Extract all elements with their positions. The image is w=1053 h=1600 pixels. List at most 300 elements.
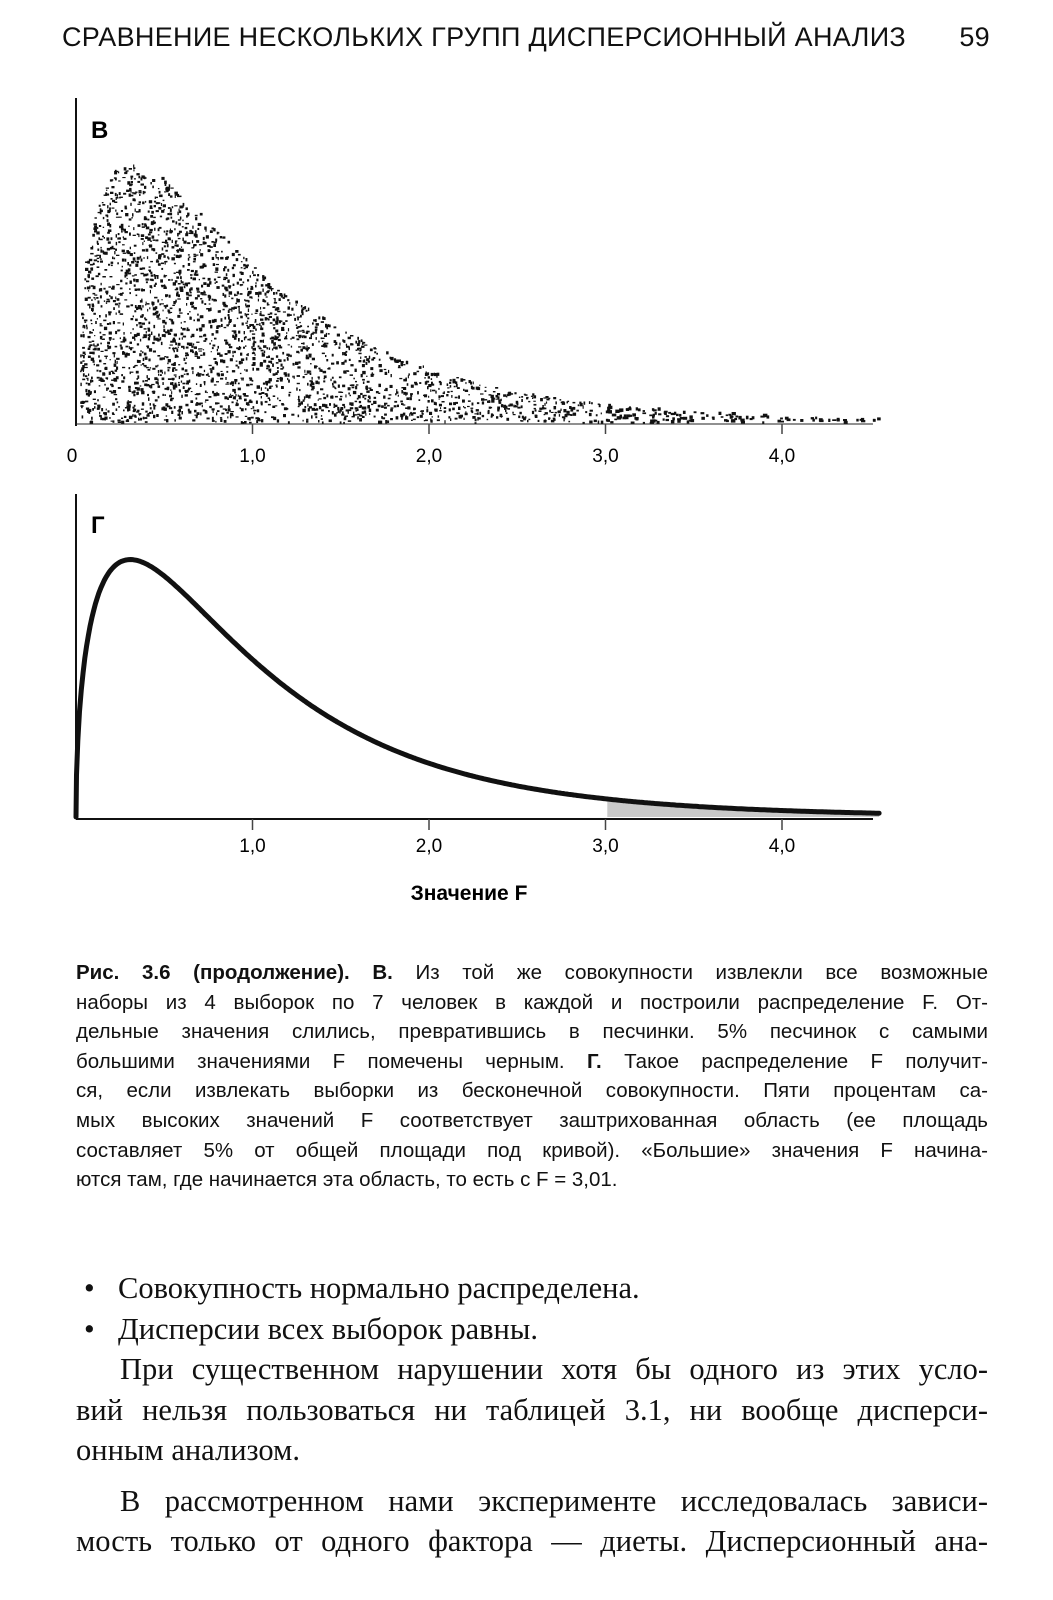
sand-grain xyxy=(133,409,136,412)
sand-grain xyxy=(341,392,344,393)
sand-grain xyxy=(362,411,365,414)
sand-grain xyxy=(391,374,392,377)
sand-grain xyxy=(273,347,275,349)
sand-grain xyxy=(94,406,96,409)
sand-grain xyxy=(131,318,134,320)
sand-grain xyxy=(491,397,494,400)
sand-grain xyxy=(302,409,305,413)
sand-grain xyxy=(177,315,180,318)
sand-grain xyxy=(147,303,150,305)
sand-grain xyxy=(80,334,83,337)
sand-grain xyxy=(178,384,180,386)
sand-grain xyxy=(360,357,361,359)
sand-grain xyxy=(174,228,175,230)
sand-grain xyxy=(170,382,173,385)
sand-grain xyxy=(563,409,566,412)
sand-grain xyxy=(201,300,203,303)
sand-grain xyxy=(88,297,91,299)
sand-grain xyxy=(614,419,617,421)
sand-grain xyxy=(343,371,346,374)
sand-grain xyxy=(148,384,150,386)
sand-grain xyxy=(311,415,313,418)
sand-grain xyxy=(360,348,361,351)
sand-grain xyxy=(401,403,404,405)
sand-grain xyxy=(309,337,312,339)
sand-grain xyxy=(275,308,279,310)
sand-grain xyxy=(153,404,155,406)
sand-grain xyxy=(342,411,344,414)
sand-grain xyxy=(113,390,116,394)
sand-grain xyxy=(97,348,100,351)
sand-grain xyxy=(273,345,274,347)
sand-grain xyxy=(335,342,337,345)
sand-grain xyxy=(203,241,206,244)
sand-grain xyxy=(140,316,143,318)
sand-grain xyxy=(149,348,152,352)
sand-grain xyxy=(282,352,284,355)
sand-grain xyxy=(90,268,91,269)
sand-grain xyxy=(102,202,104,203)
sand-grain xyxy=(652,415,655,418)
sand-grain xyxy=(295,362,298,365)
sand-grain xyxy=(163,310,164,312)
sand-grain xyxy=(263,299,265,301)
sand-grain xyxy=(261,392,264,394)
sand-grain xyxy=(163,329,165,332)
sand-grain xyxy=(178,219,181,220)
sand-grain xyxy=(209,343,211,345)
sand-grain xyxy=(172,305,175,306)
sand-grain xyxy=(138,305,142,308)
sand-grain xyxy=(227,398,229,401)
sand-grain xyxy=(419,366,422,369)
sand-grain xyxy=(80,354,81,357)
sand-grain xyxy=(108,264,110,266)
sand-grain xyxy=(281,327,284,330)
sand-grain xyxy=(232,385,234,386)
sand-grain xyxy=(88,336,91,338)
sand-grain xyxy=(141,391,144,394)
sand-grain xyxy=(164,191,166,192)
sand-grain xyxy=(146,249,149,252)
sand-grain xyxy=(149,244,152,247)
sand-grain xyxy=(210,370,212,373)
sand-grain xyxy=(371,359,374,361)
sand-grain xyxy=(236,258,239,261)
sand-grain xyxy=(147,309,148,312)
sand-grain xyxy=(355,381,357,382)
sand-grain xyxy=(275,347,278,350)
sand-grain xyxy=(307,404,308,407)
sand-grain xyxy=(359,418,362,421)
sand-grain xyxy=(248,292,251,294)
sand-grain xyxy=(150,261,153,262)
sand-grain xyxy=(103,334,106,335)
sand-grain xyxy=(491,400,494,403)
sand-grain xyxy=(528,419,530,420)
sand-grain xyxy=(265,401,268,403)
sand-grain xyxy=(683,417,687,420)
sand-grain xyxy=(98,301,100,304)
sand-grain xyxy=(253,406,255,409)
sand-grain xyxy=(185,362,187,364)
sand-grain xyxy=(236,361,238,362)
sand-grain xyxy=(99,225,101,227)
sand-grain xyxy=(139,415,140,416)
sand-grain xyxy=(449,403,452,406)
sand-grain xyxy=(257,274,259,276)
sand-grain xyxy=(218,310,221,313)
sand-grain xyxy=(359,401,361,403)
sand-grain xyxy=(507,394,510,396)
sand-grain xyxy=(465,411,466,414)
sand-grain xyxy=(124,167,127,170)
sand-grain xyxy=(171,364,173,366)
sand-grain xyxy=(221,371,223,372)
sand-grain xyxy=(189,256,191,258)
sand-grain xyxy=(106,237,109,240)
sand-grain xyxy=(113,307,115,310)
sand-grain xyxy=(236,347,239,349)
sand-grain xyxy=(91,323,93,324)
sand-grain xyxy=(186,347,189,349)
sand-grain xyxy=(495,387,498,389)
sand-grain xyxy=(169,239,171,241)
sand-grain xyxy=(282,404,285,406)
sand-grain xyxy=(133,167,135,169)
sand-grain xyxy=(110,359,111,360)
sand-grain xyxy=(191,270,194,272)
sand-grain xyxy=(169,407,172,409)
sand-grain xyxy=(233,284,235,286)
sand-grain xyxy=(118,241,120,243)
caption-line: Рис. 3.6 (продолжение). В. Из той же совокупности извлекли все возможные xyxy=(76,961,988,984)
sand-grain xyxy=(357,409,359,412)
sand-grain xyxy=(856,419,858,422)
sand-grain xyxy=(100,239,103,241)
sand-grain xyxy=(141,299,142,302)
sand-grain xyxy=(706,414,708,417)
sand-grain xyxy=(712,417,715,419)
sand-grain xyxy=(368,388,371,389)
sand-grain xyxy=(428,376,430,379)
sand-grain xyxy=(251,346,253,349)
sand-grain xyxy=(170,345,173,346)
sand-grain xyxy=(85,261,88,263)
sand-grain xyxy=(120,288,123,290)
sand-grain xyxy=(179,206,182,209)
sand-grain xyxy=(197,291,200,293)
sand-grain xyxy=(361,374,363,377)
sand-grain xyxy=(339,343,340,346)
sand-grain xyxy=(148,234,151,236)
sand-grain xyxy=(152,236,155,239)
page-number: 59 xyxy=(959,22,990,52)
sand-grain xyxy=(109,207,111,209)
sand-grain xyxy=(350,385,353,386)
sand-grain xyxy=(159,191,161,194)
sand-grain xyxy=(136,371,139,374)
sand-grain xyxy=(100,259,102,260)
sand-grain xyxy=(226,366,229,367)
sand-grain xyxy=(352,416,355,417)
sand-grain xyxy=(460,378,463,382)
sand-grain xyxy=(358,353,361,355)
sand-grain xyxy=(133,257,136,260)
sand-grain xyxy=(231,310,233,311)
sand-grain xyxy=(115,360,116,364)
sand-grain xyxy=(225,342,228,345)
sand-grain xyxy=(421,410,424,412)
sand-grain xyxy=(456,377,459,378)
sand-grain xyxy=(408,373,410,375)
sand-grain xyxy=(357,343,360,346)
sand-grain xyxy=(178,382,180,384)
sand-grain xyxy=(164,231,166,233)
sand-grain xyxy=(176,272,179,273)
sand-grain xyxy=(184,321,186,322)
sand-grain xyxy=(115,303,118,305)
sand-grain xyxy=(303,342,305,344)
sand-grain xyxy=(400,414,403,417)
sand-grain xyxy=(325,355,326,357)
sand-grain xyxy=(118,310,120,313)
sand-grain xyxy=(228,408,231,411)
sand-grain xyxy=(427,372,429,375)
sand-grain xyxy=(456,412,459,413)
sand-grain xyxy=(234,351,236,353)
sand-grain xyxy=(312,322,314,324)
sand-grain xyxy=(118,233,120,235)
sand-grain xyxy=(485,387,487,388)
sand-grain xyxy=(142,323,145,325)
sand-grain xyxy=(200,412,201,415)
sand-grain xyxy=(109,372,111,375)
sand-grain xyxy=(151,287,153,289)
sand-grain xyxy=(169,347,171,349)
sand-grain xyxy=(281,364,283,367)
sand-grain xyxy=(560,399,562,401)
sand-grain xyxy=(607,407,609,410)
sand-grain xyxy=(287,299,289,301)
sand-grain xyxy=(174,254,176,255)
sand-grain xyxy=(479,412,481,415)
sand-grain xyxy=(270,322,273,324)
sand-grain xyxy=(213,244,216,247)
sand-grain xyxy=(86,408,89,410)
sand-grain xyxy=(309,354,312,356)
sand-grain xyxy=(246,369,248,371)
sand-grain xyxy=(318,377,319,379)
sand-grain xyxy=(369,413,370,415)
sand-grain xyxy=(293,363,295,366)
sand-grain xyxy=(215,272,218,273)
sand-grain xyxy=(101,305,103,307)
sand-grain xyxy=(136,261,139,264)
sand-grain xyxy=(298,346,301,347)
sand-grain xyxy=(277,290,280,292)
sand-grain xyxy=(336,412,338,413)
sand-grain xyxy=(118,406,120,407)
sand-grain xyxy=(320,388,323,390)
sand-grain xyxy=(458,395,460,398)
sand-grain xyxy=(109,417,110,419)
sand-grain xyxy=(275,330,278,333)
sand-grain xyxy=(152,411,153,414)
sand-grain xyxy=(169,295,171,298)
sand-grain xyxy=(142,223,144,225)
sand-grain xyxy=(308,408,310,411)
sand-grain xyxy=(253,326,256,329)
sand-grain xyxy=(184,286,186,289)
sand-grain xyxy=(555,401,557,404)
sand-grain xyxy=(687,420,690,423)
sand-grain xyxy=(237,400,238,402)
sand-grain xyxy=(204,294,207,295)
sand-grain xyxy=(164,245,166,247)
sand-grain xyxy=(538,410,541,412)
sand-grain xyxy=(107,345,109,347)
sand-grain xyxy=(306,310,308,312)
sand-grain xyxy=(251,417,254,419)
sand-grain xyxy=(255,282,256,284)
sand-grain xyxy=(315,329,317,332)
sand-grain xyxy=(266,356,269,358)
x-tick-label: 4,0 xyxy=(768,446,796,467)
sand-grain xyxy=(185,394,188,396)
sand-grain xyxy=(116,313,117,315)
sand-grain xyxy=(334,413,337,416)
sand-grain xyxy=(500,414,503,416)
sand-grain xyxy=(310,372,312,375)
sand-grain xyxy=(143,334,146,335)
sand-grain xyxy=(257,409,259,412)
sand-grain xyxy=(118,305,119,308)
sand-grain xyxy=(374,351,376,353)
sand-grain xyxy=(143,257,145,258)
sand-grain xyxy=(147,273,149,275)
sand-grain xyxy=(261,284,264,287)
sand-grain xyxy=(224,327,227,328)
sand-grain xyxy=(298,400,300,403)
sand-grain xyxy=(111,371,114,372)
sand-grain xyxy=(136,411,139,413)
sand-grain xyxy=(455,402,458,404)
sand-grain xyxy=(449,408,451,411)
sand-grain xyxy=(93,286,94,287)
sand-grain xyxy=(455,397,458,399)
sand-grain xyxy=(269,347,270,350)
sand-grain xyxy=(160,370,163,373)
sand-grain xyxy=(297,383,300,384)
sand-grain xyxy=(348,411,349,414)
sand-grain xyxy=(206,235,209,238)
sand-grain xyxy=(424,394,427,397)
sand-grain xyxy=(225,353,228,355)
sand-grain xyxy=(86,281,89,283)
sand-grain xyxy=(228,310,230,313)
sand-grain xyxy=(208,373,209,375)
sand-grain xyxy=(154,297,157,299)
sand-grain xyxy=(131,176,133,180)
sand-grain xyxy=(245,408,247,410)
sand-grain xyxy=(186,380,189,383)
sand-grain xyxy=(472,416,475,419)
sand-grain xyxy=(269,316,272,318)
sand-grain xyxy=(666,419,670,421)
sand-grain xyxy=(312,377,313,380)
sand-grain xyxy=(179,272,181,275)
sand-grain xyxy=(120,313,124,315)
sand-grain xyxy=(120,347,122,350)
sand-grain xyxy=(237,282,239,285)
sand-grain xyxy=(689,415,692,419)
sand-grain xyxy=(244,369,245,370)
sand-grain xyxy=(92,234,95,237)
sand-grain xyxy=(545,396,548,398)
sand-grain xyxy=(121,230,123,233)
sand-grain xyxy=(364,398,366,400)
sand-grain xyxy=(272,306,275,308)
sand-grain xyxy=(177,194,179,197)
sand-grain xyxy=(83,332,84,334)
sand-grain xyxy=(560,409,561,411)
sand-grain xyxy=(208,278,211,281)
sand-grain xyxy=(310,355,312,357)
sand-grain xyxy=(235,303,237,304)
sand-grain xyxy=(432,390,435,392)
sand-grain xyxy=(233,274,235,277)
sand-grain xyxy=(94,348,97,351)
sand-grain xyxy=(166,317,168,318)
sand-grain xyxy=(240,373,242,374)
sand-grain xyxy=(171,391,172,394)
sand-grain xyxy=(197,412,200,415)
sand-grain xyxy=(357,348,359,351)
sand-grain xyxy=(138,288,141,290)
sand-grain xyxy=(202,266,204,269)
sand-grain xyxy=(293,314,294,316)
sand-grain xyxy=(170,188,173,189)
sand-grain xyxy=(110,203,111,205)
sand-grain xyxy=(316,337,317,340)
sand-grain xyxy=(233,324,236,327)
sand-grain xyxy=(298,415,300,418)
sand-grain xyxy=(132,275,135,276)
sand-grain xyxy=(167,367,170,369)
sand-grain xyxy=(270,312,273,314)
sand-grain xyxy=(306,348,308,351)
sand-grain xyxy=(296,327,298,329)
sand-grain xyxy=(104,327,107,330)
sand-grain xyxy=(652,408,654,411)
sand-grain xyxy=(253,341,255,344)
sand-grain xyxy=(158,374,159,376)
sand-grain xyxy=(139,194,141,196)
sand-grain xyxy=(163,255,165,258)
sand-grain xyxy=(160,216,162,218)
sand-grain xyxy=(82,317,84,319)
sand-grain xyxy=(105,314,107,317)
sand-grain xyxy=(376,391,379,393)
sand-grain xyxy=(126,190,129,192)
sand-grain xyxy=(241,267,243,268)
sand-grain xyxy=(129,264,131,266)
sand-grain xyxy=(357,414,360,416)
sand-grain xyxy=(123,229,126,232)
sand-grain xyxy=(566,411,569,414)
sand-grain xyxy=(231,298,233,300)
